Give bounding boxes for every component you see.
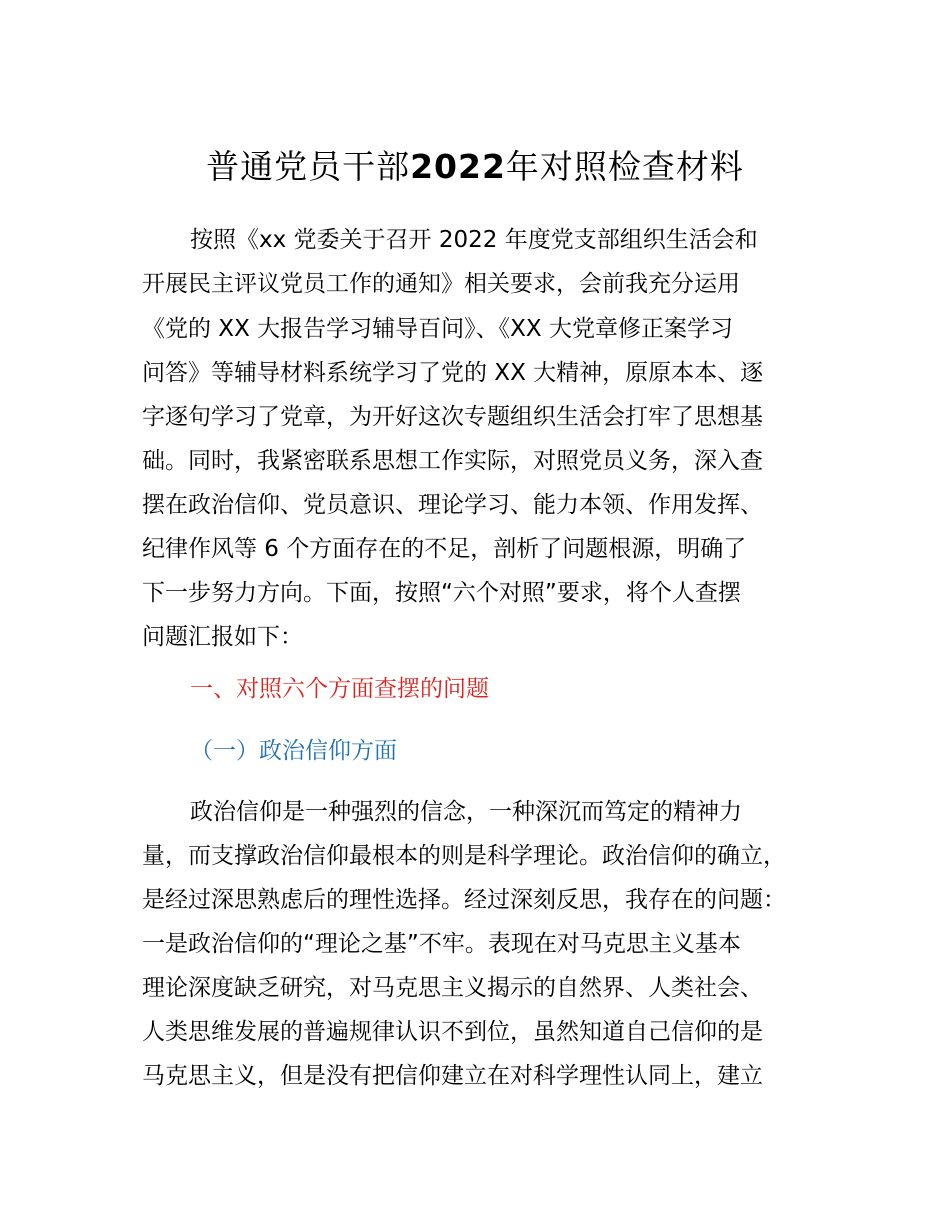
title-prefix: 普通党员干部	[206, 147, 411, 186]
body-line: 是经过深思熟虑后的理性选择。经过深刻反思，我存在的问题：	[142, 887, 786, 913]
intro-line: 按照《xx 党委关于召开 2022 年度党支部组织生活会和	[190, 227, 758, 253]
body-line: 政治信仰是一种强烈的信念，一种深沉而笃定的精神力	[190, 799, 742, 825]
section-heading-1: 一、对照六个方面查摆的问题	[190, 676, 489, 702]
intro-line: 纪律作风等 6 个方面存在的不足，剖析了问题根源，明确了	[142, 536, 747, 562]
title-year: 2022	[410, 147, 506, 186]
intro-line: 问答》等辅导材料系统学习了党的 XX 大精神，原原本本、逐	[142, 360, 764, 386]
intro-line: 下一步努力方向。下面，按照“六个对照”要求，将个人查摆	[142, 580, 741, 606]
intro-line: 问题汇报如下：	[142, 624, 303, 650]
body-line: 人类思维发展的普遍规律认识不到位，虽然知道自己信仰的是	[142, 1019, 763, 1045]
title-suffix: 年对照检查材料	[505, 147, 744, 186]
intro-line: 《党的 XX 大报告学习辅导百问》、《XX 大党章修正案学习	[142, 316, 733, 342]
intro-line: 摆在政治信仰、党员意识、理论学习、能力本领、作用发挥、	[142, 492, 763, 518]
body-line: 一是政治信仰的“理论之基”不牢。表现在对马克思主义基本	[142, 931, 741, 957]
intro-line: 开展民主评议党员工作的通知》相关要求，会前我充分运用	[142, 271, 740, 297]
intro-line: 础。同时，我紧密联系思想工作实际，对照党员义务，深入查	[142, 448, 763, 474]
section-heading-2: （一）政治信仰方面	[190, 738, 397, 764]
intro-line: 字逐句学习了党章，为开好这次专题组织生活会打牢了思想基	[142, 404, 763, 430]
body-line: 量，而支撑政治信仰最根本的则是科学理论。政治信仰的确立，	[142, 843, 786, 869]
document-title	[0, 143, 950, 191]
body-line: 马克思主义，但是没有把信仰建立在对科学理性认同上，建立	[142, 1063, 763, 1089]
body-line: 理论深度缺乏研究，对马克思主义揭示的自然界、人类社会、	[142, 975, 763, 1001]
